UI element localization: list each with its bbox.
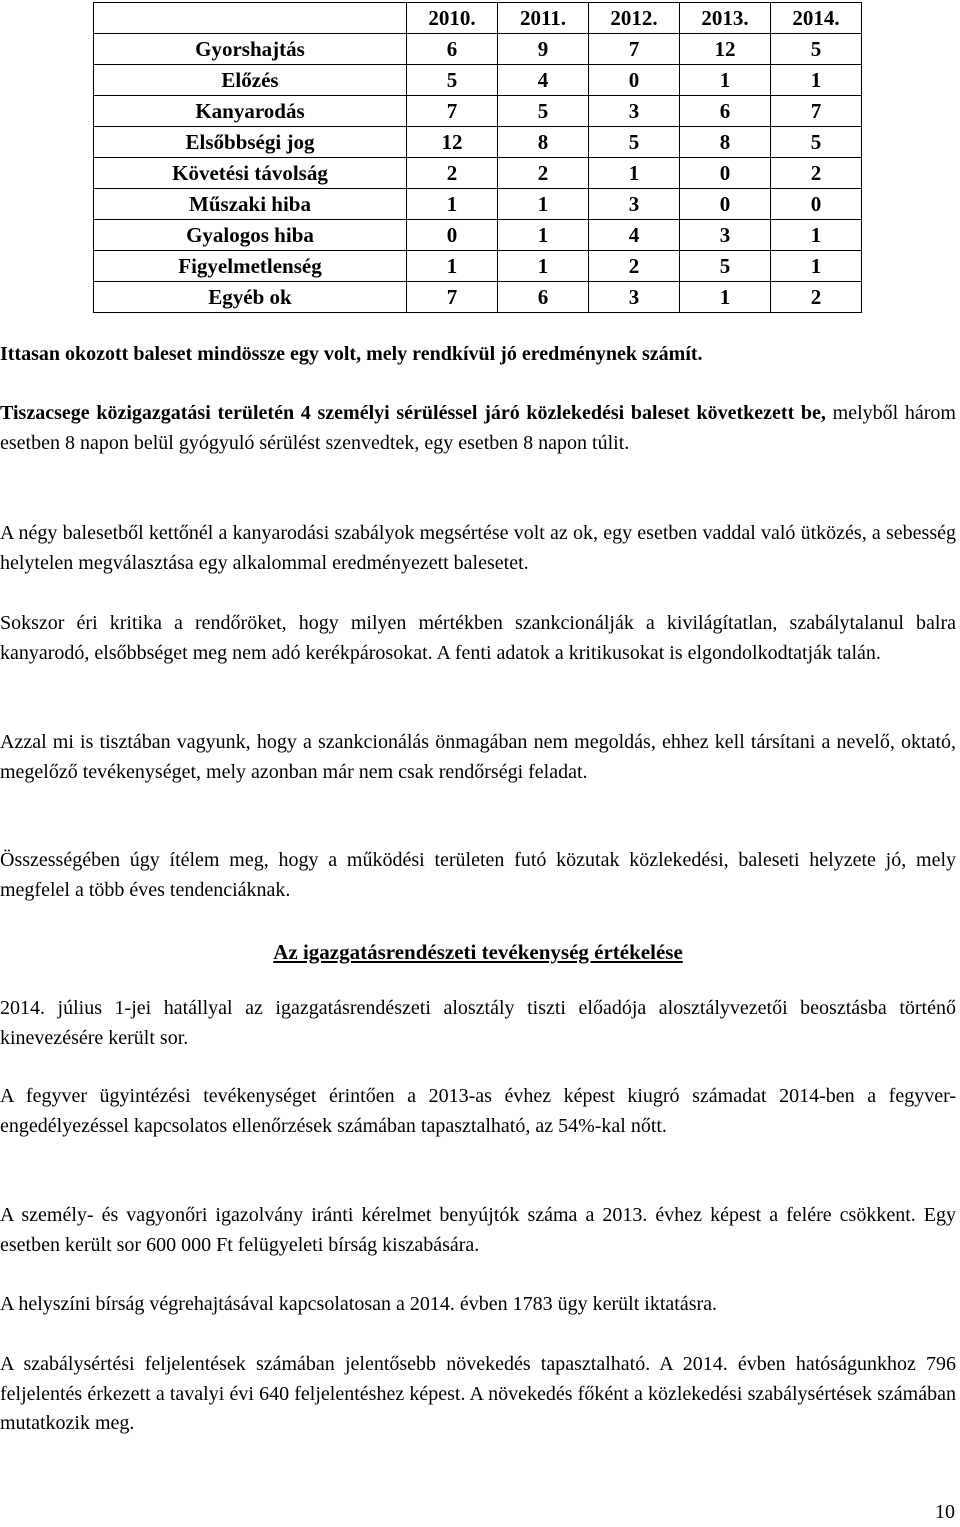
table-cell: 1	[680, 282, 771, 313]
table-cell: 1	[771, 251, 862, 282]
table-cell: 2	[589, 251, 680, 282]
table-cell: 1	[498, 251, 589, 282]
paragraph-appointment: 2014. július 1-jei hatállyal az igazgatásrendészeti alosztály tiszti előadója alosztályvezetői beosztásba történő kinevezésére került sor.	[0, 997, 956, 1049]
table-row-label: Előzés	[94, 65, 407, 96]
table-cell: 5	[407, 65, 498, 96]
table-row-label: Elsőbbségi jog	[94, 127, 407, 158]
table-header-cell: 2013.	[680, 3, 771, 34]
table-row	[94, 158, 862, 189]
table-cell: 1	[680, 65, 771, 96]
table-cell: 12	[680, 34, 771, 65]
paragraph-summary: Összességében úgy ítélem meg, hogy a működési területen futó közutak közlekedési, baleseti helyzete jó, mely megfelel a több éves tendenciáknak.	[0, 849, 956, 901]
table-row-label: Gyorshajtás	[94, 34, 407, 65]
table-header-cell: 2011.	[498, 3, 589, 34]
table-row	[94, 96, 862, 127]
table-cell: 3	[680, 220, 771, 251]
table-header-cell: 2010.	[407, 3, 498, 34]
table-row-label: Műszaki hiba	[94, 189, 407, 220]
table-cell: 3	[589, 189, 680, 220]
table-cell: 6	[407, 34, 498, 65]
paragraph-on-site-fines: A helyszíni bírság végrehajtásával kapcsolatosan a 2014. évben 1783 ügy került iktatásra.	[0, 1293, 718, 1315]
table-cell: 5	[498, 96, 589, 127]
table-row	[94, 127, 862, 158]
table-cell: 1	[771, 220, 862, 251]
table-cell: 1	[498, 189, 589, 220]
table-cell: 8	[680, 127, 771, 158]
table-row	[94, 34, 862, 65]
table-row-label: Kanyarodás	[94, 96, 407, 127]
table-row	[94, 189, 862, 220]
table-cell: 0	[680, 158, 771, 189]
table-row	[94, 251, 862, 282]
table-cell: 5	[771, 34, 862, 65]
table-cell: 5	[680, 251, 771, 282]
table-cell: 3	[589, 96, 680, 127]
paragraph-security-guard: A személy- és vagyonőri igazolvány iránti kérelmet benyújtók száma a 2013. évhez képest a felére csökkent. Egy esetben került sor 600 000 Ft felügyeleti bírság kiszabására.	[0, 1204, 956, 1256]
table-row-label: Gyalogos hiba	[94, 220, 407, 251]
table-row-label: Figyelmetlenség	[94, 251, 407, 282]
table-row	[94, 65, 862, 96]
table-cell: 2	[771, 282, 862, 313]
page-number: 10	[935, 1501, 955, 1523]
table-cell: 6	[498, 282, 589, 313]
table-cell: 2	[498, 158, 589, 189]
table-cell: 2	[771, 158, 862, 189]
accident-causes-table	[93, 2, 862, 313]
section-heading: Az igazgatásrendészeti tevékenység értékelése	[273, 940, 683, 964]
table-row-label: Követési távolság	[94, 158, 407, 189]
table-cell: 7	[589, 34, 680, 65]
table-cell: 0	[680, 189, 771, 220]
table-cell: 9	[498, 34, 589, 65]
table-cell: 0	[589, 65, 680, 96]
table-cell: 3	[589, 282, 680, 313]
table-cell: 7	[407, 282, 498, 313]
table-cell: 1	[771, 65, 862, 96]
table-header-cell: 2012.	[589, 3, 680, 34]
paragraph-injury-accidents	[0, 399, 956, 458]
table-cell: 4	[589, 220, 680, 251]
table-header-row	[94, 3, 862, 34]
table-cell: 6	[680, 96, 771, 127]
table-cell: 2	[407, 158, 498, 189]
table-cell: 1	[498, 220, 589, 251]
paragraph-offence-reports: A szabálysértési feljelentések számában jelentősebb növekedés tapasztalható. A 2014. évben hatóságunkhoz 796 feljelentés érkezett a tavalyi évi 640 feljelentéshez képest. A növekedés főként a közlekedési szabálysértések számában mutatkozik meg.	[0, 1353, 956, 1434]
paragraph-sanctions: Azzal mi is tisztában vagyunk, hogy a szankcionálás önmagában nem megoldás, ehhez kell társítani a nevelő, oktató, megelőző tevékenységet, mely azonban már nem csak rendőrségi feladat.	[0, 731, 956, 783]
table-cell: 1	[407, 189, 498, 220]
paragraph-accident-causes: A négy balesetből kettőnél a kanyarodási szabályok megsértése volt az ok, egy esetben vaddal való ütközés, a sebesség helytelen megválasztása egy alkalommal eredményezett balesetet.	[0, 522, 956, 574]
table-header-cell: 2014.	[771, 3, 862, 34]
table-cell: 5	[771, 127, 862, 158]
paragraph-injury-accidents-rest: melyből három esetben 8 napon belül gyógyuló sérülést szenvedtek, egy esetben 8 napon túlit.	[0, 402, 956, 454]
table-cell: 0	[407, 220, 498, 251]
table-cell: 1	[407, 251, 498, 282]
paragraph-criticism: Sokszor éri kritika a rendőröket, hogy milyen mértékben szankcionálják a kivilágítatlan, szabálytalanul balra kanyarodó, elsőbbséget meg nem adó kerékpárosokat. A fenti adatok a kritikusokat is elgondolkodtatják talán.	[0, 612, 956, 664]
table-cell: 4	[498, 65, 589, 96]
table-cell: 7	[407, 96, 498, 127]
table-cell: 5	[589, 127, 680, 158]
table-cell: 12	[407, 127, 498, 158]
paragraph-drunk-driving: Ittasan okozott baleset mindössze egy volt, mely rendkívül jó eredménynek számít.	[0, 343, 703, 365]
table-body	[94, 34, 862, 313]
table-cell: 0	[771, 189, 862, 220]
table-row-label: Egyéb ok	[94, 282, 407, 313]
paragraph-injury-accidents-bold: Tiszacsege közigazgatási területén 4 személyi sérüléssel járó közlekedési baleset következett be,	[0, 402, 826, 424]
table-cell: 7	[771, 96, 862, 127]
table-cell: 8	[498, 127, 589, 158]
table-header-cell	[94, 3, 407, 34]
paragraph-firearms: A fegyver ügyintézési tevékenységet érintően a 2013-as évhez képest kiugró számadat 2014-ben a fegyver-engedélyezéssel kapcsolatos ellenőrzések számában tapasztalható, az 54%-kal nőtt.	[0, 1085, 956, 1137]
table-row	[94, 282, 862, 313]
table-cell: 1	[589, 158, 680, 189]
table-row	[94, 220, 862, 251]
